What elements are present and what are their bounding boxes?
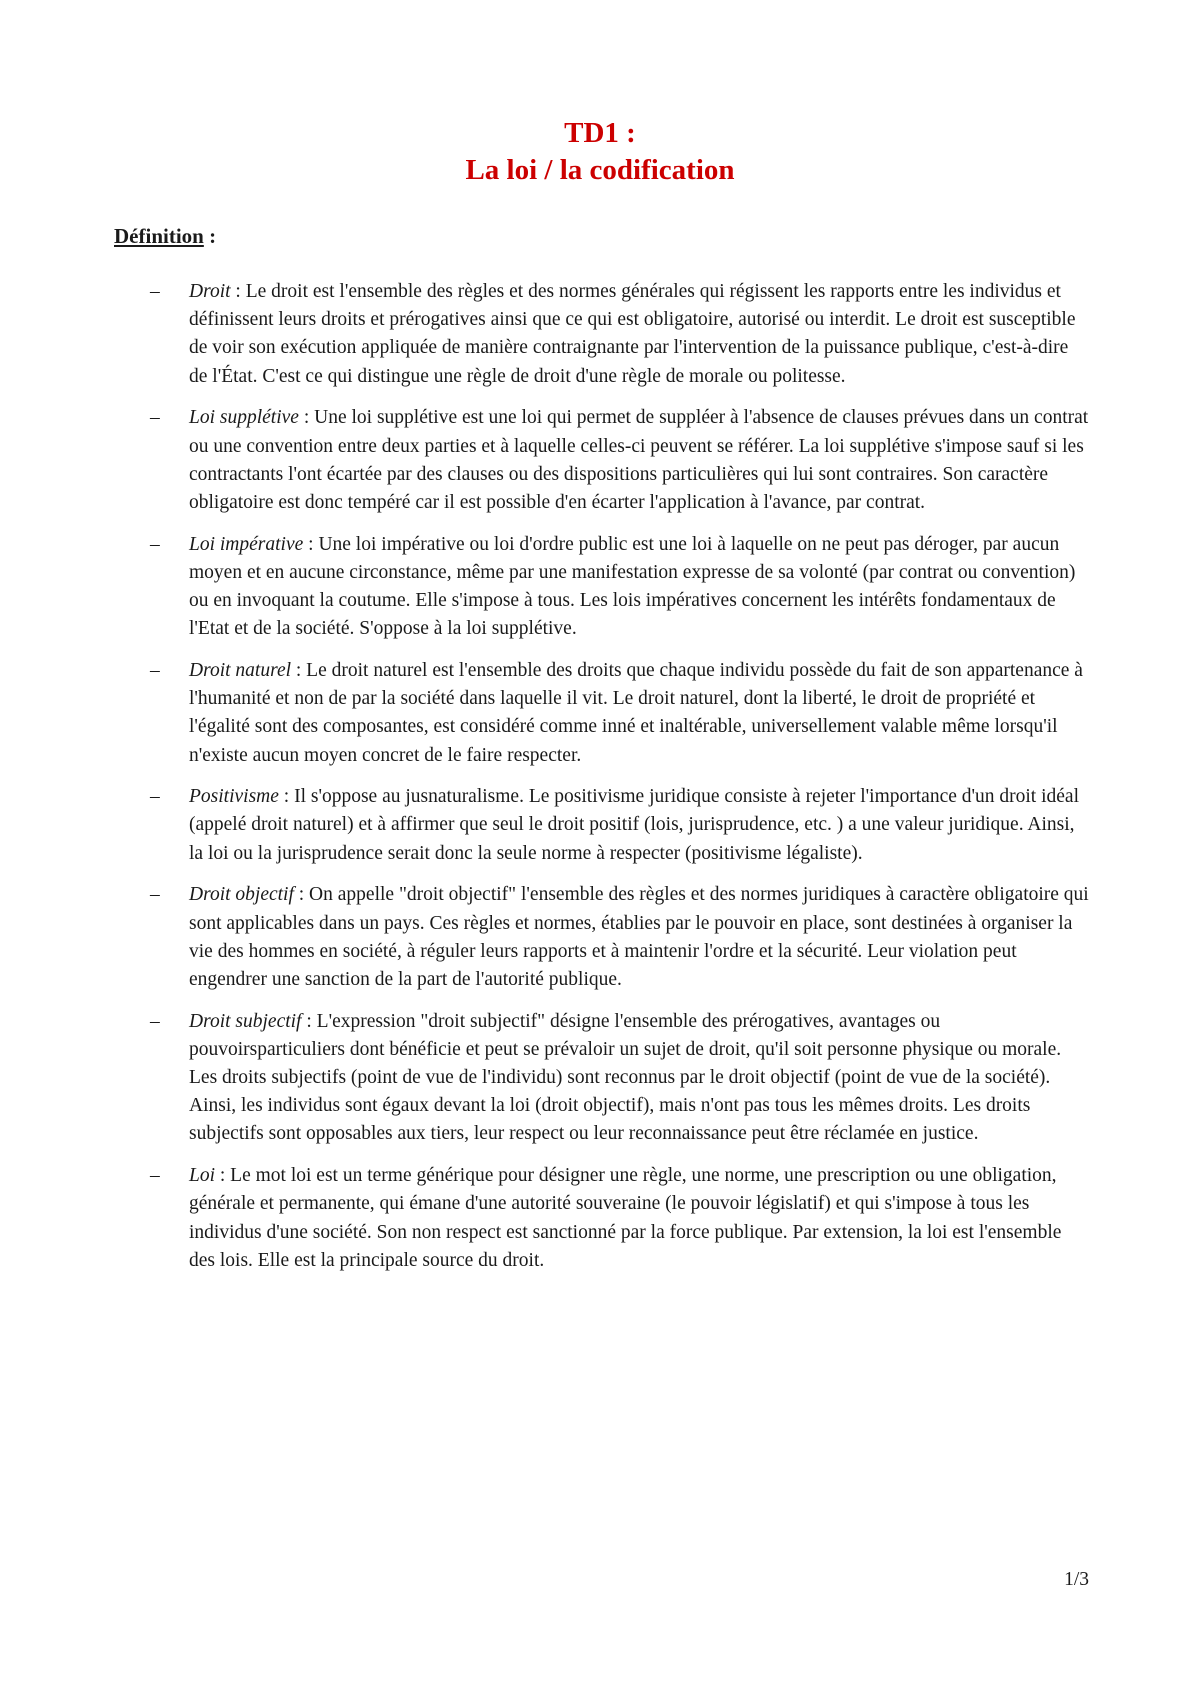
- definition-text: : On appelle "droit objectif" l'ensemble des règles et des normes juridiques à caractère obligatoire qui sont applicables dans un pays. Ces règles et normes, établies par le pouvoir en place, sont destinées à organiser la vie des hommes en société, à réguler leurs rapports et à maintenir l'ordre et la sécurité. Leur violation peut engendrer une sanction de la part de l'autorité publique.: [189, 884, 1089, 990]
- title-line-2: La loi / la codification: [465, 154, 735, 186]
- definition-item: [0, 1162, 1200, 1275]
- definition-item: [0, 657, 1200, 770]
- list-dash: –: [150, 786, 160, 808]
- section-heading-label: Définition: [114, 224, 204, 248]
- document-title: [0, 115, 1200, 189]
- title-line-1: TD1 :: [564, 117, 636, 149]
- list-dash: –: [150, 659, 160, 681]
- definition-text: : Le droit naturel est l'ensemble des droits que chaque individu possède du fait de son appartenance à l'humanité et non de par la société dans laquelle il vit. Le droit naturel, dont la liberté, le droit de propriété et l'égalité sont des composantes, est considéré comme inné et inaltérable, universellement valable même lorsqu'il n'existe aucun moyen concret de le faire respecter.: [189, 659, 1083, 766]
- page-number: 1/3: [1064, 1569, 1089, 1590]
- definition-text: : Le mot loi est un terme générique pour désigner une règle, une norme, une prescription ou une obligation, générale et permanente, qui émane d'une autorité souveraine (le pouvoir législatif) et qui s'impose à tous les individus d'une société. Son non respect est sanctionné par la force publique. Par extension, la loi est l'ensemble des lois. Elle est la principale source du droit.: [189, 1165, 1062, 1271]
- list-dash: –: [150, 407, 160, 429]
- definition-term: Droit naturel: [189, 659, 292, 681]
- definition-term: Loi: [189, 1165, 216, 1187]
- definition-item: [0, 531, 1200, 644]
- definition-term: Positivisme: [189, 786, 279, 808]
- list-dash: –: [150, 1165, 160, 1187]
- list-dash: –: [150, 533, 160, 555]
- list-dash: –: [150, 884, 160, 906]
- definition-term: Droit: [189, 281, 231, 302]
- definition-term: Loi supplétive: [189, 407, 299, 429]
- definition-text: : Il s'oppose au jusnaturalisme. Le positivisme juridique consiste à rejeter l'importance d'un droit idéal (appelé droit naturel) et à affirmer que seul le droit positif (lois, jurisprudence, etc. ) a une valeur juridique. Ainsi, la loi ou la jurisprudence serait donc la seule norme à respecter (positivisme légaliste).: [189, 786, 1079, 864]
- definition-text: : L'expression "droit subjectif" désigne l'ensemble des prérogatives, avantages ou pouvoirsparticuliers dont bénéficie et peut se prévaloir un sujet de droit, qu'il soit personne physique ou morale. Les droits subjectifs (point de vue de l'individu) sont reconnus par le droit objectif (point de vue de la société). Ainsi, les individus sont égaux devant la loi (droit objectif), mais n'ont pas tous les mêmes droits. Les droits subjectifs sont opposables aux tiers, leur respect ou leur reconnaissance peut être réclamée en justice.: [189, 1010, 1062, 1145]
- definition-item: [0, 783, 1200, 868]
- list-dash: –: [150, 1010, 160, 1032]
- definition-text: : Une loi impérative ou loi d'ordre public est une loi à laquelle on ne peut pas déroger, par aucun moyen et en aucune circonstance, même par une manifestation expresse de sa volonté (par contrat ou convention) ou en invoquant la coutume. Elle s'impose à tous. Les lois impératives concernent les intérêts fondamentaux de l'Etat et de la société. S'oppose à la loi supplétive.: [189, 533, 1076, 640]
- definition-list: [0, 278, 1200, 1289]
- definition-item: [0, 1008, 1200, 1149]
- definition-term: Droit objectif: [189, 884, 294, 906]
- definition-item: [0, 404, 1200, 517]
- section-heading: [114, 222, 216, 250]
- definition-text: : Le droit est l'ensemble des règles et des normes générales qui régissent les rapports entre les individus et définissent leurs droits et prérogatives ainsi que ce qui est obligatoire, autorisé ou interdit. Le droit est susceptible de voir son exécution appliquée de manière contraignante par l'intervention de la puissance publique, c'est-à-dire de l'État. C'est ce qui distingue une règle de droit d'une règle de morale ou politesse.: [189, 281, 1076, 387]
- definition-item: [0, 278, 1200, 391]
- definition-term: Loi impérative: [189, 533, 304, 555]
- definition-item: [0, 881, 1200, 994]
- definition-term: Droit subjectif: [189, 1010, 302, 1032]
- definition-text: : Une loi supplétive est une loi qui permet de suppléer à l'absence de clauses prévues dans un contrat ou une convention entre deux parties et à laquelle celles-ci peuvent se référer. La loi supplétive s'impose sauf si les contractants l'ont écartée par des clauses ou des dispositions particulières qui lui sont contraires. Son caractère obligatoire est donc tempéré car il est possible d'en écarter l'application à l'avance, par contrat.: [189, 407, 1089, 513]
- list-dash: –: [150, 281, 160, 302]
- section-heading-colon: :: [203, 224, 217, 248]
